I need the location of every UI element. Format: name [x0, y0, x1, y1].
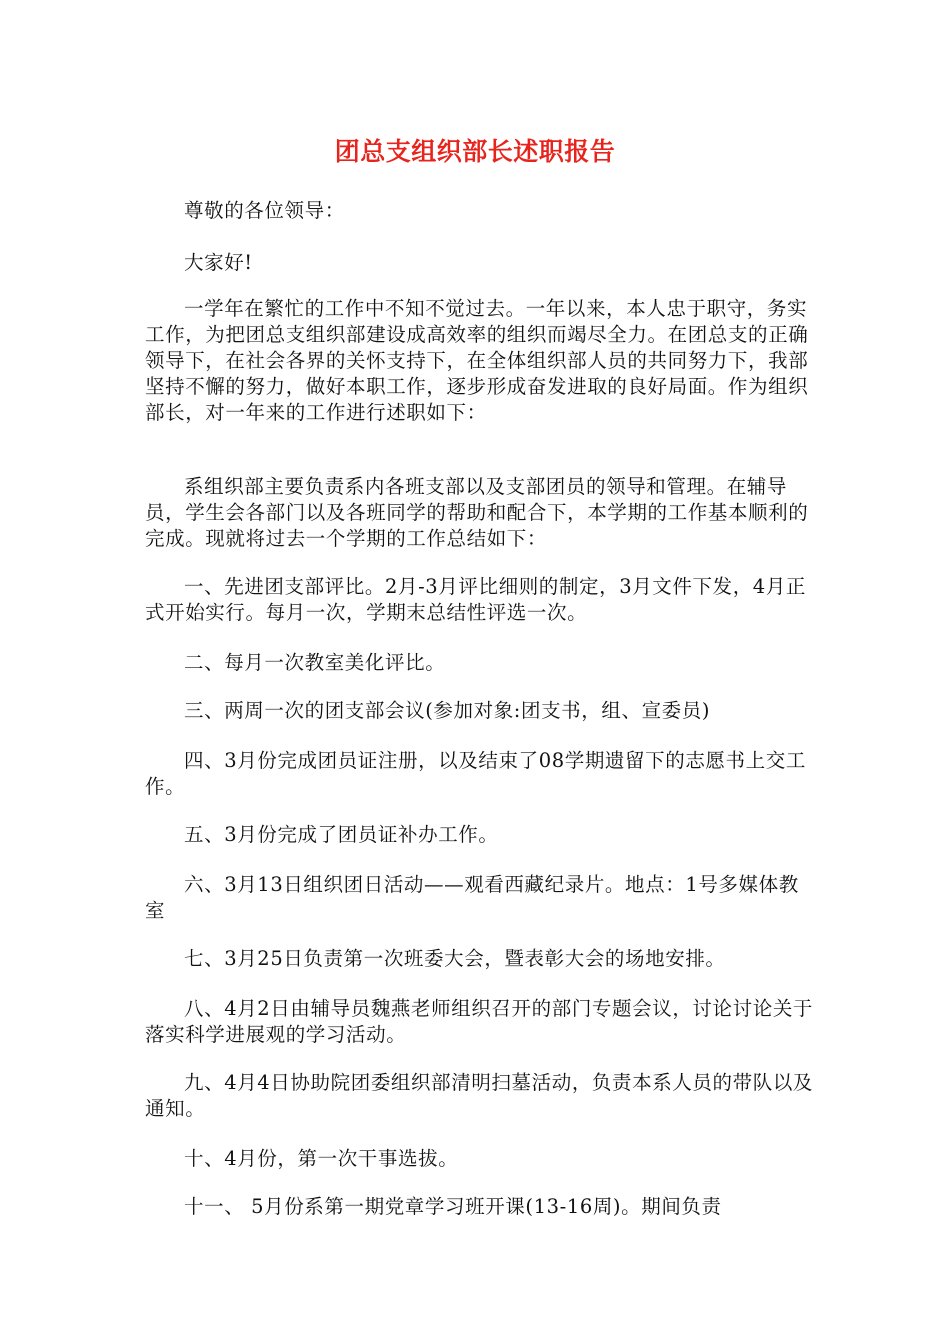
- work-item-3: 三、两周一次的团支部会议(参加对象:团支书，组、宣委员): [184, 699, 711, 722]
- work-item-1: 一、先进团支部评比。2月-3月评比细则的制定，3月文件下发，4月正式开始实行。每月一次，学期末总结性评选一次。: [145, 575, 807, 624]
- intro-paragraph: 一学年在繁忙的工作中不知不觉过去。一年以来，本人忠于职守，务实工作，为把团总支组织部建设成高效率的组织而竭尽全力。在团总支的正确领导下，在社会各界的关怀支持下，在全体组织部人员的共同努力下，我部坚持不懈的努力，做好本职工作，逐步形成奋发进取的良好局面。作为组织部长，对一年来的工作进行述职如下：: [145, 297, 809, 424]
- work-item-11: 十一、 5月份系第一期党章学习班开课(13-16周)。期间负责: [184, 1195, 722, 1218]
- work-item-10: 十、4月份，第一次干事选拔。: [184, 1147, 459, 1170]
- work-item-5: 五、3月份完成了团员证补办工作。: [184, 823, 499, 846]
- work-item-6: 六、3月13日组织团日活动——观看西藏纪录片。地点：1号多媒体教室: [145, 873, 799, 922]
- work-item-9: 九、4月4日协助院团委组织部清明扫墓活动，负责本系人员的带队以及通知。: [145, 1071, 814, 1120]
- work-item-4: 四、3月份完成团员证注册，以及结束了08学期遗留下的志愿书上交工作。: [145, 749, 806, 798]
- responsibility-paragraph: 系组织部主要负责系内各班支部以及支部团员的领导和管理。在辅导员，学生会各部门以及各班同学的帮助和配合下，本学期的工作基本顺利的完成。现就将过去一个学期的工作总结如下：: [145, 475, 809, 550]
- work-item-2: 二、每月一次教室美化评比。: [184, 651, 446, 674]
- greeting: 大家好!: [184, 251, 253, 274]
- work-item-8: 八、4月2日由辅导员魏燕老师组织召开的部门专题会议，讨论讨论关于落实科学进展观的学习活动。: [145, 997, 814, 1046]
- work-item-7: 七、3月25日负责第一次班委大会，暨表彰大会的场地安排。: [184, 947, 726, 970]
- document-title: 团总支组织部长述职报告: [334, 137, 616, 166]
- salutation: 尊敬的各位领导：: [184, 199, 345, 222]
